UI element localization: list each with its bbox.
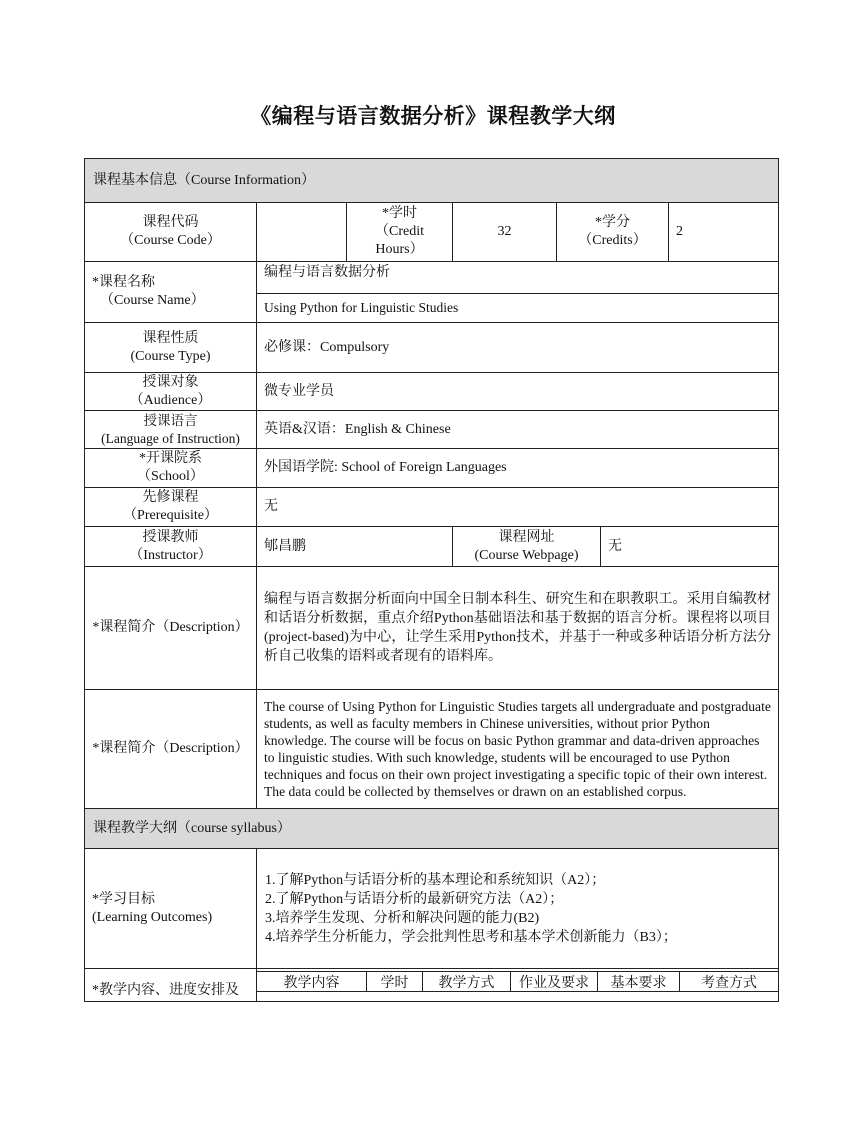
- instructor-label: [85, 527, 257, 567]
- schedule-col-homework: 作业及要求: [511, 972, 598, 991]
- audience-value: [257, 373, 778, 411]
- outcome-item: 3.培养学生发现、分析和解决问题的能力(B2): [265, 910, 540, 926]
- outcomes-value: [257, 849, 778, 969]
- credit-hours-label-2: （Credit: [375, 224, 424, 239]
- page-title: 《编程与语言数据分析》课程教学大纲: [250, 104, 616, 128]
- course-type-value: [257, 323, 778, 373]
- course-info-header-label: 课程基本信息（Course Information）: [93, 172, 316, 188]
- language-label-en: (Language of Instruction): [101, 430, 240, 446]
- course-name-label-cn: *课程名称: [92, 275, 155, 290]
- schedule-col-hours: 学时: [367, 972, 423, 991]
- outcomes-label-cn: *学习目标: [92, 891, 155, 907]
- outcomes-label: [85, 849, 257, 969]
- audience-value-text: 微专业学员: [264, 383, 334, 399]
- course-info-header: [85, 159, 778, 203]
- schedule-label-text: *教学内容、进度安排及: [92, 983, 239, 998]
- webpage-label-en: (Course Webpage): [474, 547, 579, 563]
- credits-value-text: 2: [676, 224, 683, 239]
- course-name-cn: [257, 262, 778, 294]
- course-type-value-text: 必修课：Compulsory: [264, 339, 390, 355]
- course-name-label: [85, 262, 257, 323]
- course-name-label-en: （Course Name）: [100, 293, 205, 308]
- syllabus-header-label: 课程教学大纲（course syllabus）: [93, 820, 291, 836]
- course-type-label-en: (Course Type): [130, 348, 211, 364]
- prerequisite-label-cn: 先修课程: [142, 490, 199, 505]
- outcome-item: 4.培养学生分析能力，学会批判性思考和基本学术创新能力（B3）；: [265, 929, 677, 945]
- school-value: [257, 449, 778, 488]
- credit-hours-value: [453, 203, 557, 262]
- description-cn-label: [85, 567, 257, 690]
- description-cn-text: 编程与语言数据分析面向中国全日制本科生、研究生和在职教职工。采用自编教材和话语分析数据，重点介绍Python基础语法和基于数据的语言分析。课程将以项目(project-based)为中心，让学生采用Python技术，并基于一种或多种话语分析方法分析自己收集的语料或者现有的语料库。: [264, 592, 771, 664]
- school-label-cn: *开课院系: [139, 451, 202, 466]
- schedule-col-requirements: 基本要求: [598, 972, 680, 991]
- instructor-value: [257, 527, 453, 567]
- schedule-col-content: 教学内容: [257, 972, 367, 991]
- schedule-header-row: [257, 971, 778, 992]
- course-code-label: [85, 203, 257, 262]
- credit-hours-label: [347, 203, 453, 262]
- course-name-en: [257, 294, 778, 323]
- syllabus-table: [84, 158, 779, 1002]
- description-cn-value: [257, 567, 778, 690]
- credits-label: [557, 203, 669, 262]
- credit-hours-label-3: Hours）: [375, 242, 424, 257]
- school-label: [85, 449, 257, 488]
- language-label-cn: 授课语言: [143, 412, 198, 428]
- school-label-en: （School）: [137, 469, 204, 484]
- course-name-en-text: Using Python for Linguistic Studies: [264, 300, 459, 315]
- outcome-item: 1.了解Python与话语分析的基本理论和系统知识（A2）；: [265, 872, 606, 888]
- outcomes-label-en: (Learning Outcomes): [92, 909, 213, 925]
- language-value: [257, 411, 778, 449]
- credits-label-en: （Credits）: [578, 233, 647, 248]
- prerequisite-label-en: （Prerequisite）: [123, 508, 218, 523]
- credits-label-cn: *学分: [595, 215, 630, 230]
- prerequisite-value: [257, 488, 778, 527]
- credit-hours-value-text: 32: [497, 224, 512, 239]
- language-label: [85, 411, 257, 449]
- school-value-text: 外国语学院: School of Foreign Languages: [264, 460, 507, 475]
- outcomes-list: [257, 871, 677, 947]
- schedule-col-method: 教学方式: [423, 972, 511, 991]
- course-type-label-cn: 课程性质: [142, 330, 199, 346]
- instructor-label-en: （Instructor）: [129, 547, 212, 563]
- prerequisite-label: [85, 488, 257, 527]
- audience-label-cn: 授课对象: [142, 374, 199, 390]
- language-value-text: 英语&汉语：English & Chinese: [264, 421, 451, 437]
- instructor-value-text: 郇昌鹏: [264, 538, 306, 554]
- credit-hours-label-1: *学时: [382, 206, 417, 221]
- course-code-label-cn: 课程代码: [142, 215, 199, 230]
- webpage-value-text: 无: [608, 538, 622, 554]
- audience-label-en: （Audience）: [129, 392, 212, 408]
- description-en-label: [85, 690, 257, 809]
- description-cn-label-text: *课程简介（Description）: [92, 620, 249, 635]
- schedule-label: [85, 969, 257, 1001]
- webpage-label-cn: 课程网址: [498, 529, 555, 545]
- course-name-cn-text: 编程与语言数据分析: [264, 265, 390, 280]
- webpage-value: [601, 527, 778, 567]
- outcome-item: 2.了解Python与话语分析的最新研究方法（A2）；: [265, 891, 564, 907]
- webpage-label: [453, 527, 601, 567]
- audience-label: [85, 373, 257, 411]
- prerequisite-value-text: 无: [264, 499, 278, 514]
- description-en-label-text: *课程简介（Description）: [92, 741, 249, 756]
- credits-value: [669, 203, 778, 262]
- schedule-col-assessment: 考查方式: [701, 975, 757, 991]
- course-code-value: [257, 203, 347, 262]
- description-en-value: [257, 690, 778, 809]
- syllabus-header: [85, 809, 778, 849]
- instructor-label-cn: 授课教师: [142, 529, 199, 545]
- description-en-text: The course of Using Python for Linguistic Studies targets all undergraduate and postgraduate students, as well as faculty members in Chinese universities, without prior Python knowledge. The course will be focus on basic Python grammar and data-driven approaches to linguistic studies. With such knowledge, students will be encouraged to use Python techniques and focus on their own project investigating a specific topic of their own interest. The data could be collected by themselves or drawn on an established corpus.: [264, 699, 771, 799]
- course-code-label-en: （Course Code）: [120, 233, 221, 248]
- course-type-label: [85, 323, 257, 373]
